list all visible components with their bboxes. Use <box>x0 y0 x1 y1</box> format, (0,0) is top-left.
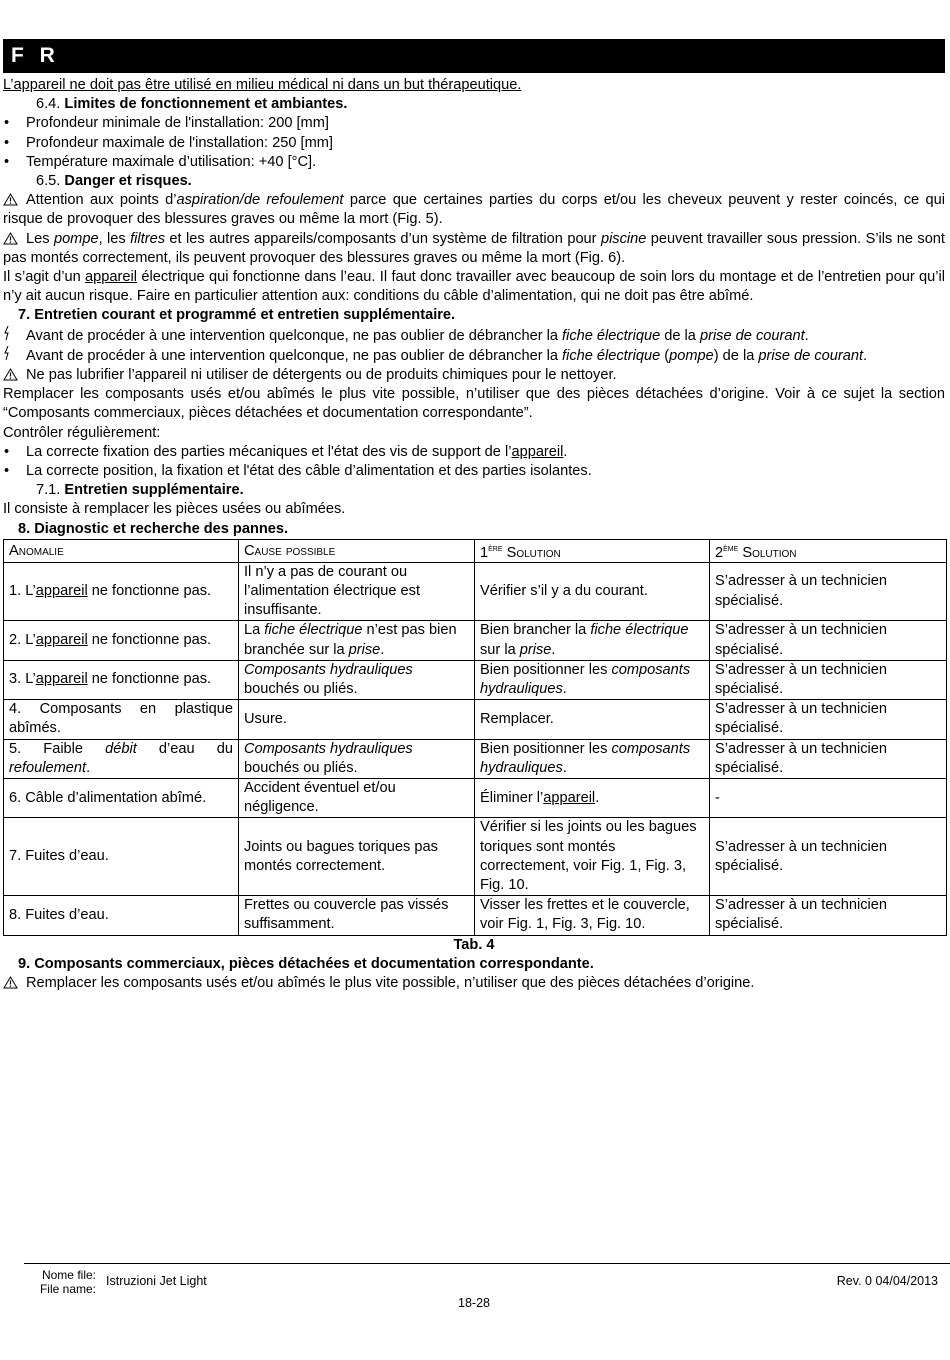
section-7-1-text: Il consiste à remplacer les pièces usées ou abîmées. <box>3 501 346 518</box>
revision: Rev. 0 04/04/2013 <box>836 1274 938 1288</box>
check-heading: Contrôler régulièrement: <box>3 424 161 441</box>
header-solution-1: 1ère Solution <box>475 539 710 562</box>
table-row: 8. Fuites d’eau. Frettes ou couvercle pas vissés suffisamment. Visser les frettes et le couvercle, voir Fig. 1, Fig. 3, Fig. 10. S’adresser à un technicien spécialisé. <box>4 896 947 935</box>
table-row: 5. Faible débit d’eau du refoulement. Composants hydrauliques bouchés ou pliés. Bien positionner les composants hydrauliques. S’adresser à un technicien spécialisé. <box>4 739 947 778</box>
section-6-4-heading <box>3 95 945 114</box>
language-header-band <box>3 39 945 73</box>
language-code: F R <box>11 44 60 67</box>
table-row: 2. L’appareil ne fonctionne pas. La fiche électrique n’est pas bien branchée sur la prise. Bien brancher la fiche électrique sur la prise. S’adresser à un technicien spécialisé. <box>4 621 947 660</box>
header-cause: Cause possible <box>239 539 475 562</box>
section-title: Danger et risques. <box>64 173 192 190</box>
table-row: 1. L’appareil ne fonctionne pas. Il n’y a pas de courant ou l’alimentation électrique est insuffisante. Vérifier s’il y a du courant. S’adresser à un technicien spécialisé. <box>4 562 947 621</box>
limit-item: • Profondeur minimale de l'installation: 200 [mm] <box>3 114 945 133</box>
danger-paragraph-1: Attention aux points d’aspiration/de refoulement parce que certaines parties du corps et/ou les cheveux peuvent y rester coincés, ce qui risque de provoquer des blessures graves ou même la mort (Fig. 5). <box>3 192 945 228</box>
electric-warning-2: Avant de procéder à une intervention quelconque, ne pas oublier de débrancher la fiche électrique (pompe) de la prise de courant. <box>3 346 945 366</box>
table-header-row <box>4 539 947 562</box>
header-anomaly: Anomalie <box>4 539 239 562</box>
section-9-warning: Remplacer les composants usés et/ou abîmés le plus vite possible, n’utiliser que des pièces détachées d’origine. <box>3 974 945 993</box>
table-row: 4. Composants en plastique abîmés. Usure. Remplacer. S’adresser à un technicien spécialisé. <box>4 700 947 739</box>
document-name: Istruzioni Jet Light <box>106 1274 207 1288</box>
section-number: 6.4. <box>36 96 61 113</box>
table-row: 7. Fuites d’eau. Joints ou bagues toriques pas montés correctement. Vérifier si les joints ou les bagues toriques sont montés correctement, voir Fig. 1, Fig. 3, Fig. 10. S’adresser à un technicien spécialisé. <box>4 818 947 896</box>
limit-item: • Température maximale d’utilisation: +40 [°C]. <box>3 153 945 172</box>
section-7-1-heading <box>3 481 945 500</box>
section-6-5-heading <box>3 172 945 191</box>
intro-text: L’appareil ne doit pas être utilisé en milieu médical ni dans un but thérapeutique. <box>3 77 522 93</box>
section-8-heading: 8. Diagnostic et recherche des pannes. <box>18 520 289 537</box>
section-title: Limites de fonctionnement et ambiantes. <box>64 96 348 113</box>
check-item: • La correcte fixation des parties mécaniques et l'état des vis de support de l’appareil. <box>3 443 945 462</box>
electric-bolt-icon <box>3 346 19 366</box>
danger-paragraph-2: Les pompe, les filtres et les autres appareils/composants d’un système de filtration pour piscine peuvent travailler sous pression. S’ils ne sont pas montés correctement, ils peuvent provoquer des blessures graves ou même la mort (Fig. 6). <box>3 230 945 266</box>
section-7-heading: 7. Entretien courant et programmé et entretien supplémentaire. <box>18 307 456 324</box>
diagnostic-table <box>3 539 947 936</box>
warning-triangle-icon <box>3 974 19 993</box>
lubricant-warning: Ne pas lubrifier l’appareil ni utiliser de détergents ou de produits chimiques pour le nettoyer. <box>3 366 945 385</box>
page-number: 18-28 <box>458 1296 490 1310</box>
warning-triangle-icon <box>3 191 19 210</box>
check-item: • La correcte position, la fixation et l'état des câble d’alimentation et des parties isolantes. <box>3 462 945 481</box>
table-row: 6. Câble d’alimentation abîmé. Accident éventuel et/ou négligence. Éliminer l’appareil. - <box>4 778 947 817</box>
intro-paragraph <box>3 76 945 95</box>
electric-bolt-icon <box>3 326 19 346</box>
section-9-heading: 9. Composants commerciaux, pièces détachées et documentation correspondante. <box>18 955 594 972</box>
electric-warning-1: Avant de procéder à une intervention quelconque, ne pas oublier de débrancher la fiche électrique de la prise de courant. <box>3 326 945 346</box>
table-caption: Tab. 4 <box>453 936 495 953</box>
page-content <box>3 76 945 993</box>
header-solution-2: 2ème Solution <box>710 539 947 562</box>
section-number: 7.1. <box>36 482 61 499</box>
warning-triangle-icon <box>3 230 19 249</box>
electric-paragraph: Il s’agit d’un appareil électrique qui fonctionne dans l’eau. Il faut donc travailler avec beaucoup de soin lors du montage et de l’entretien pour qu’il n’y ait aucun risque. Faire en particulier attention aux: conditions du câble d’alimentation, qui ne doit pas être abîmé. <box>3 269 945 305</box>
section-title: Entretien supplémentaire. <box>64 482 244 499</box>
limit-item: • Profondeur maximale de l'installation: 250 [mm] <box>3 134 945 153</box>
warning-triangle-icon <box>3 366 19 385</box>
section-number: 6.5. <box>36 173 61 190</box>
page-footer <box>24 1263 950 1324</box>
table-row: 3. L’appareil ne fonctionne pas. Composants hydrauliques bouchés ou pliés. Bien positionner les composants hydrauliques. S’adresser à un technicien spécialisé. <box>4 660 947 699</box>
file-name-label: Nome file: File name: <box>39 1268 96 1296</box>
replace-paragraph: Remplacer les composants usés et/ou abîmés le plus vite possible, n’utiliser que des pièces détachées d’origine. Voir à ce sujet la section “Composants commerciaux, pièces détachées et documentation correspondante”. <box>3 386 945 422</box>
